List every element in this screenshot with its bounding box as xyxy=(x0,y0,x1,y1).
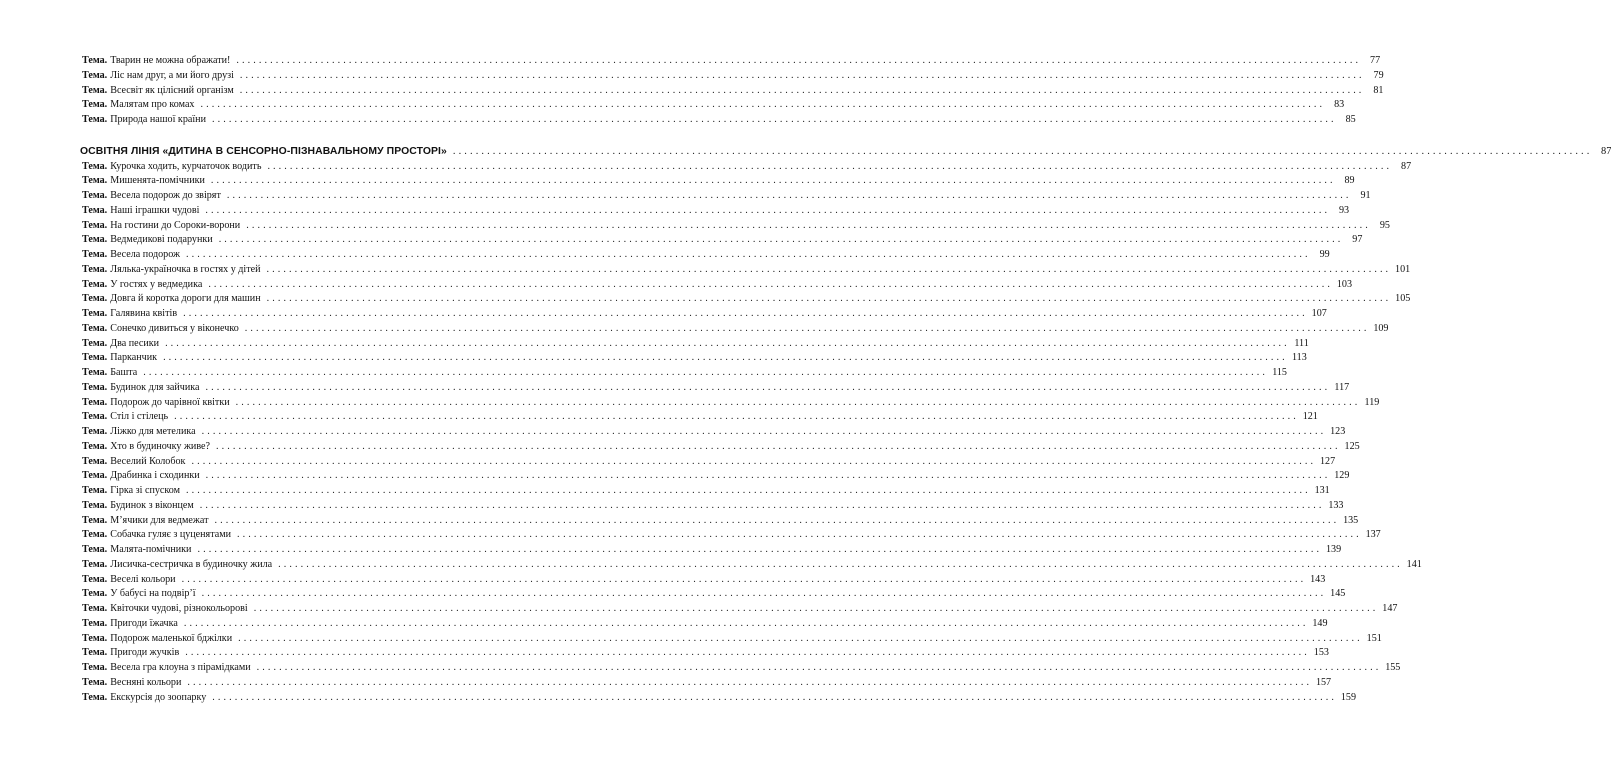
entry-title: Сонечко дивиться у віконечко xyxy=(110,322,239,334)
entry-label: Тема. xyxy=(82,514,108,526)
leader-dots: ........................................................................................................................................................................................................ xyxy=(183,308,1308,319)
toc-entry xyxy=(82,646,1329,661)
entry-label: Тема. xyxy=(82,190,108,201)
entry-page-number: 93 xyxy=(1339,204,1350,216)
toc-entry xyxy=(82,440,1360,455)
entry-label: Тема. xyxy=(82,114,108,125)
entry-label: Тема. xyxy=(82,455,108,467)
entry-label: Тема. xyxy=(82,352,108,364)
entry-title: Пригоди жучків xyxy=(110,647,180,659)
entry-label: Тема. xyxy=(82,426,108,437)
entry-title: Веселий Колобок xyxy=(110,455,186,467)
toc-entry xyxy=(82,174,1355,189)
leader-dots: ........................................................................................................................................................................................................ xyxy=(210,175,1336,187)
toc-entry xyxy=(82,396,1380,411)
entry-title: Наші іграшки чудові xyxy=(110,204,200,216)
toc-entry xyxy=(82,543,1342,558)
section-page-number: 87 xyxy=(1601,145,1611,157)
leader-dots: ........................................................................................................................................................................................................ xyxy=(211,114,1337,125)
entry-title: Всесвіт як цілісний організм xyxy=(110,84,234,96)
toc-entry xyxy=(82,455,1336,470)
leader-dots: ........................................................................................................................................................................................................ xyxy=(205,204,1331,216)
leader-dots: ........................................................................................................................................................................................................ xyxy=(239,69,1365,81)
entry-label: Тема. xyxy=(82,573,108,585)
entry-title: На гостини до Сороки-ворони xyxy=(110,219,241,231)
toc-entry xyxy=(82,337,1309,352)
entry-label: Тема. xyxy=(82,662,108,673)
entry-title: Два песики xyxy=(110,337,160,349)
entry-page-number: 149 xyxy=(1312,617,1328,629)
leader-dots: ........................................................................................................................................................................................................ xyxy=(278,558,1403,570)
leader-dots: ........................................................................................................................................................................................................ xyxy=(214,514,1340,526)
entry-title: Курочка ходить, курчаточок водить xyxy=(110,160,262,172)
entry-page-number: 155 xyxy=(1385,662,1401,673)
entry-label: Тема. xyxy=(82,99,108,111)
entry-label: Тема. xyxy=(82,676,108,688)
leader-dots: ........................................................................................................................................................................................................ xyxy=(452,145,1593,157)
leader-dots: ........................................................................................................................................................................................................ xyxy=(201,426,1327,437)
toc-entry xyxy=(82,278,1352,293)
entry-title: Лялька-україночка в гостях у дітей xyxy=(110,263,261,275)
section-title: ОСВІТНЯ ЛІНІЯ «ДИТИНА В СЕНСОРНО-ПІЗНАВАЛЬНОМУ ПРОСТОРІ» xyxy=(80,145,447,157)
toc-entry xyxy=(82,587,1346,602)
toc-entry xyxy=(82,322,1389,337)
entry-page-number: 133 xyxy=(1328,499,1344,511)
entry-title: Весела подорож xyxy=(110,249,180,260)
toc-entry xyxy=(82,307,1327,322)
entry-page-number: 109 xyxy=(1373,322,1389,334)
toc-entry xyxy=(82,381,1350,396)
entry-page-number: 151 xyxy=(1366,632,1382,644)
entry-label: Тема. xyxy=(82,337,108,349)
entry-page-number: 77 xyxy=(1370,55,1381,66)
entry-page-number: 159 xyxy=(1340,691,1356,703)
leader-dots: ........................................................................................................................................................................................................ xyxy=(163,352,1288,364)
leader-dots: ........................................................................................................................................................................................................ xyxy=(187,676,1313,688)
leader-dots: ........................................................................................................................................................................................................ xyxy=(201,588,1327,600)
entry-title: Природа нашої країни xyxy=(110,114,206,125)
entry-label: Тема. xyxy=(82,558,108,570)
entry-label: Тема. xyxy=(82,470,108,482)
toc-entry xyxy=(82,499,1344,514)
entry-label: Тема. xyxy=(82,175,108,187)
entry-page-number: 153 xyxy=(1313,647,1329,659)
entry-title: Стіл і стілець xyxy=(110,411,169,423)
entry-title: Довга й коротка дороги для машин xyxy=(110,293,261,305)
leader-dots: ........................................................................................................................................................................................................ xyxy=(253,603,1379,614)
entry-title: Будинок для зайчика xyxy=(110,381,200,393)
toc-entry xyxy=(82,189,1371,204)
entry-title: Малятам про комах xyxy=(110,99,195,111)
toc-entry xyxy=(82,602,1398,617)
entry-page-number: 99 xyxy=(1319,249,1330,260)
entry-title: Тварин не можна ображати! xyxy=(110,55,231,66)
entry-title: Весняні кольори xyxy=(110,676,182,688)
entry-page-number: 117 xyxy=(1334,381,1350,393)
toc-entry xyxy=(82,233,1363,248)
toc-entry xyxy=(82,425,1346,440)
entry-page-number: 119 xyxy=(1364,396,1380,408)
entry-label: Тема. xyxy=(82,691,108,703)
entry-title: Квіточки чудові, різнокольорові xyxy=(110,603,248,614)
leader-dots: ........................................................................................................................................................................................................ xyxy=(208,278,1333,290)
toc-entry xyxy=(82,366,1287,381)
table-of-contents xyxy=(80,54,1611,705)
entry-title: М’ячики для ведмежат xyxy=(110,514,209,526)
toc-entry xyxy=(82,160,1412,175)
entry-page-number: 145 xyxy=(1330,588,1346,600)
entry-title: Драбинка і сходинки xyxy=(110,470,200,482)
leader-dots: ........................................................................................................................................................................................................ xyxy=(205,470,1331,482)
toc-entry xyxy=(82,558,1422,573)
leader-dots: ........................................................................................................................................................................................................ xyxy=(185,249,1311,260)
entry-label: Тема. xyxy=(82,293,108,305)
section-heading xyxy=(80,145,1611,160)
entry-page-number: 143 xyxy=(1310,573,1326,585)
entry-label: Тема. xyxy=(82,160,108,172)
toc-entry xyxy=(82,410,1318,425)
leader-dots: ........................................................................................................................................................................................................ xyxy=(226,190,1352,201)
entry-title: Мишенята-помічники xyxy=(110,175,205,187)
entry-title: Подорож до чарівної квітки xyxy=(110,396,230,408)
entry-title: Лисичка-сестричка в будиночку жила xyxy=(110,558,273,570)
entry-page-number: 111 xyxy=(1294,337,1309,349)
toc-entry xyxy=(82,484,1330,499)
entry-label: Тема. xyxy=(82,204,108,216)
entry-page-number: 115 xyxy=(1272,367,1287,378)
entry-label: Тема. xyxy=(82,529,108,541)
toc-entry xyxy=(82,573,1326,588)
entry-label: Тема. xyxy=(82,381,108,393)
leader-dots: ........................................................................................................................................................................................................ xyxy=(143,367,1268,378)
leader-dots: ........................................................................................................................................................................................................ xyxy=(197,544,1323,555)
toc-entry xyxy=(82,219,1390,234)
leader-dots: ........................................................................................................................................................................................................ xyxy=(244,322,1370,334)
entry-page-number: 147 xyxy=(1382,603,1398,614)
entry-page-number: 131 xyxy=(1314,485,1330,496)
leader-dots: ........................................................................................................................................................................................................ xyxy=(199,499,1325,511)
entry-title: Хто в будиночку живе? xyxy=(110,440,210,452)
entry-label: Тема. xyxy=(82,603,108,614)
toc-entry xyxy=(82,98,1345,113)
leader-dots: ........................................................................................................................................................................................................ xyxy=(215,440,1341,452)
entry-page-number: 141 xyxy=(1406,558,1422,570)
entry-page-number: 87 xyxy=(1401,160,1412,172)
entry-label: Тема. xyxy=(82,69,108,81)
entry-label: Тема. xyxy=(82,544,108,555)
entry-title: У гостях у ведмедика xyxy=(110,278,203,290)
leader-dots: ........................................................................................................................................................................................................ xyxy=(238,632,1363,644)
entry-page-number: 135 xyxy=(1343,514,1359,526)
leader-dots: ........................................................................................................................................................................................................ xyxy=(267,160,1393,172)
entry-page-number: 91 xyxy=(1360,190,1371,201)
entry-label: Тема. xyxy=(82,84,108,96)
leader-dots: ........................................................................................................................................................................................................ xyxy=(183,617,1309,629)
entry-title: Веселі кольори xyxy=(110,573,176,585)
entry-label: Тема. xyxy=(82,632,108,644)
entry-title: Пригоди їжачка xyxy=(110,617,178,629)
toc-entry xyxy=(82,691,1356,706)
entry-page-number: 127 xyxy=(1320,455,1336,467)
leader-dots: ........................................................................................................................................................................................................ xyxy=(266,263,1392,275)
entry-page-number: 85 xyxy=(1345,114,1356,125)
leader-dots: ........................................................................................................................................................................................................ xyxy=(185,647,1310,659)
leader-dots: ........................................................................................................................................................................................................ xyxy=(239,84,1365,96)
toc-entry xyxy=(82,632,1382,647)
toc-entry xyxy=(82,54,1381,69)
toc-entry xyxy=(82,263,1411,278)
entry-title: Парканчик xyxy=(110,352,158,364)
leader-dots: ........................................................................................................................................................................................................ xyxy=(246,219,1371,231)
entry-title: Ліс нам друг, а ми його друзі xyxy=(110,69,234,81)
toc-entry xyxy=(82,248,1330,263)
entry-label: Тема. xyxy=(82,219,108,231)
entry-title: Екскурсія до зоопарку xyxy=(110,691,207,703)
entry-title: Подорож маленької бджілки xyxy=(110,632,233,644)
leader-dots: ........................................................................................................................................................................................................ xyxy=(181,573,1307,585)
toc-entry xyxy=(82,661,1401,676)
toc-entry xyxy=(82,528,1381,543)
entry-page-number: 157 xyxy=(1315,676,1332,688)
entry-title: Гірка зі спуском xyxy=(110,485,181,496)
entry-page-number: 95 xyxy=(1379,219,1390,231)
toc-entry xyxy=(82,676,1332,691)
entry-title: Весела гра клоуна з пірамідками xyxy=(110,662,251,673)
entry-title: Галявина квітів xyxy=(110,308,178,319)
entry-page-number: 125 xyxy=(1344,440,1360,452)
entry-label: Тема. xyxy=(82,263,108,275)
toc-entry xyxy=(82,351,1307,366)
leader-dots: ........................................................................................................................................................................................................ xyxy=(266,293,1392,305)
toc-group-2 xyxy=(82,160,1422,706)
entry-title: Ведмедикові подарунки xyxy=(110,234,213,246)
entry-page-number: 123 xyxy=(1330,426,1346,437)
entry-page-number: 105 xyxy=(1395,293,1411,305)
section-gap xyxy=(82,128,553,145)
entry-label: Тема. xyxy=(82,499,108,511)
entry-page-number: 113 xyxy=(1291,352,1307,364)
entry-page-number: 107 xyxy=(1311,308,1327,319)
entry-label: Тема. xyxy=(82,485,108,496)
entry-label: Тема. xyxy=(82,55,108,66)
toc-entry xyxy=(82,69,1384,84)
leader-dots: ........................................................................................................................................................................................................ xyxy=(237,529,1362,541)
toc-entry xyxy=(82,204,1350,219)
toc-entry xyxy=(82,617,1328,632)
entry-page-number: 137 xyxy=(1365,529,1381,541)
entry-page-number: 103 xyxy=(1336,278,1352,290)
entry-label: Тема. xyxy=(82,617,108,629)
toc-entry xyxy=(82,514,1359,529)
entry-page-number: 129 xyxy=(1334,470,1350,482)
entry-label: Тема. xyxy=(82,440,108,452)
leader-dots: ........................................................................................................................................................................................................ xyxy=(200,99,1326,111)
entry-label: Тема. xyxy=(82,308,108,319)
entry-label: Тема. xyxy=(82,396,108,408)
entry-title: Ліжко для метелика xyxy=(110,426,196,437)
entry-page-number: 97 xyxy=(1352,234,1363,246)
entry-label: Тема. xyxy=(82,647,108,659)
toc-entry xyxy=(82,84,1384,99)
leader-dots: ........................................................................................................................................................................................................ xyxy=(212,691,1337,703)
toc-entry xyxy=(82,113,1356,128)
toc-entry xyxy=(82,292,1411,307)
entry-page-number: 81 xyxy=(1373,84,1384,96)
entry-page-number: 121 xyxy=(1302,411,1318,423)
entry-label: Тема. xyxy=(82,322,108,334)
leader-dots: ........................................................................................................................................................................................................ xyxy=(191,455,1317,467)
entry-title: Собачка гуляє з цуценятами xyxy=(110,529,232,541)
leader-dots: ........................................................................................................................................................................................................ xyxy=(218,234,1344,246)
entry-page-number: 139 xyxy=(1326,544,1342,555)
entry-label: Тема. xyxy=(82,249,108,260)
entry-label: Тема. xyxy=(82,278,108,290)
leader-dots: ........................................................................................................................................................................................................ xyxy=(236,55,1362,66)
leader-dots: ........................................................................................................................................................................................................ xyxy=(186,485,1311,496)
entry-label: Тема. xyxy=(82,411,108,423)
leader-dots: ........................................................................................................................................................................................................ xyxy=(256,662,1382,673)
entry-page-number: 79 xyxy=(1373,69,1384,81)
leader-dots: ........................................................................................................................................................................................................ xyxy=(205,381,1331,393)
entry-title: Башта xyxy=(110,367,138,378)
entry-title: Малята-помічники xyxy=(110,544,192,555)
leader-dots: ........................................................................................................................................................................................................ xyxy=(174,411,1299,423)
entry-page-number: 83 xyxy=(1334,99,1345,111)
entry-page-number: 101 xyxy=(1395,263,1411,275)
entry-label: Тема. xyxy=(82,234,108,246)
toc-group-1 xyxy=(82,54,1384,128)
entry-page-number: 89 xyxy=(1344,175,1355,187)
entry-title: У бабусі на подвір’ї xyxy=(110,588,196,600)
entry-title: Будинок з віконцем xyxy=(110,499,194,511)
entry-title: Весела подорож до звірят xyxy=(110,190,221,201)
toc-entry xyxy=(82,469,1350,484)
entry-label: Тема. xyxy=(82,588,108,600)
entry-label: Тема. xyxy=(82,367,108,378)
leader-dots: ........................................................................................................................................................................................................ xyxy=(165,337,1290,349)
leader-dots: ........................................................................................................................................................................................................ xyxy=(235,396,1361,408)
